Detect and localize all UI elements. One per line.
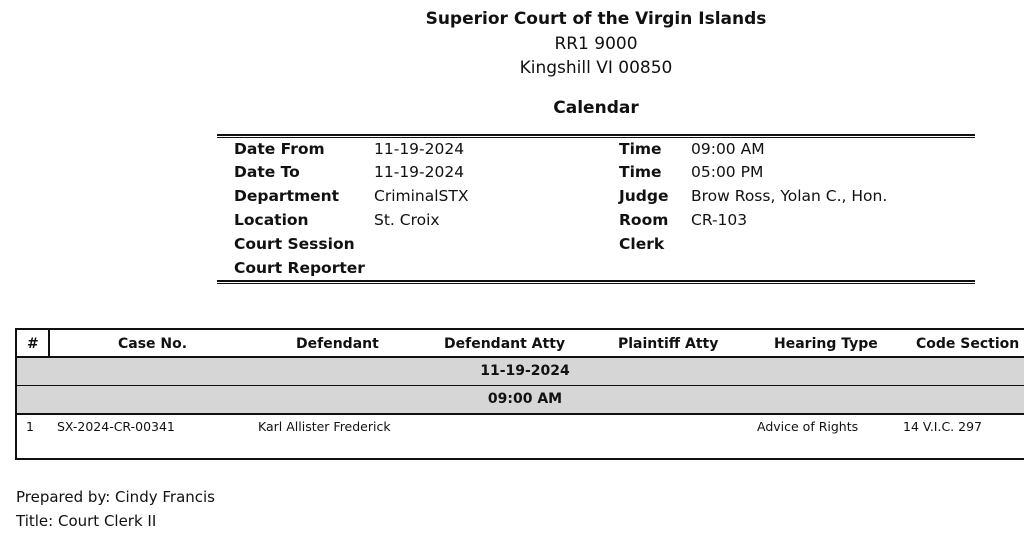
location-label: Location	[234, 211, 309, 229]
column-header-hearing-type: Hearing Type	[774, 336, 878, 352]
row-number: 1	[26, 419, 34, 434]
court-reporter-label: Court Reporter	[234, 259, 365, 277]
court-session-label: Court Session	[234, 235, 355, 253]
row-case-no: SX-2024-CR-00341	[57, 419, 175, 434]
info-bottom-rule	[217, 280, 975, 284]
prepared-by: Prepared by: Cindy Francis	[16, 488, 215, 506]
row-hearing-type: Advice of Rights	[757, 419, 859, 434]
department-value: CriminalSTX	[374, 187, 469, 205]
column-header-plaintiff-atty: Plaintiff Atty	[618, 336, 719, 352]
judge-label: Judge	[619, 187, 669, 205]
date-to-label: Date To	[234, 163, 300, 181]
document-title: Calendar	[553, 98, 639, 118]
court-address-line2: Kingshill VI 00850	[519, 58, 673, 78]
info-top-rule	[217, 134, 975, 138]
calendar-table	[15, 328, 1024, 460]
column-header-code-section: Code Section	[916, 336, 1020, 352]
date-from-label: Date From	[234, 140, 325, 158]
time-to-label: Time	[619, 163, 662, 181]
room-value: CR-103	[691, 211, 748, 229]
court-name: Superior Court of the Virgin Islands	[425, 9, 767, 29]
column-header-number: #	[27, 336, 39, 352]
court-address-line1: RR1 9000	[554, 34, 638, 54]
clerk-label: Clerk	[619, 235, 665, 253]
preparer-title: Title: Court Clerk II	[16, 512, 157, 530]
time-from-value: 09:00 AM	[691, 140, 765, 158]
date-from-value: 11-19-2024	[374, 140, 465, 158]
location-value: St. Croix	[374, 211, 440, 229]
time-from-label: Time	[619, 140, 662, 158]
judge-value: Brow Ross, Yolan C., Hon.	[691, 187, 888, 205]
date-to-value: 11-19-2024	[374, 163, 465, 181]
time-group-row: 09:00 AM	[17, 386, 1024, 415]
column-header-case-no: Case No.	[118, 336, 188, 352]
column-header-defendant-atty: Defendant Atty	[444, 336, 566, 352]
row-defendant: Karl Allister Frederick	[258, 419, 391, 434]
time-to-value: 05:00 PM	[691, 163, 764, 181]
room-label: Room	[619, 211, 669, 229]
column-header-defendant: Defendant	[296, 336, 379, 352]
row-code-section: 14 V.I.C. 297	[903, 419, 982, 434]
date-group-row: 11-19-2024	[17, 358, 1024, 387]
number-column-separator	[48, 330, 50, 356]
department-label: Department	[234, 187, 340, 205]
